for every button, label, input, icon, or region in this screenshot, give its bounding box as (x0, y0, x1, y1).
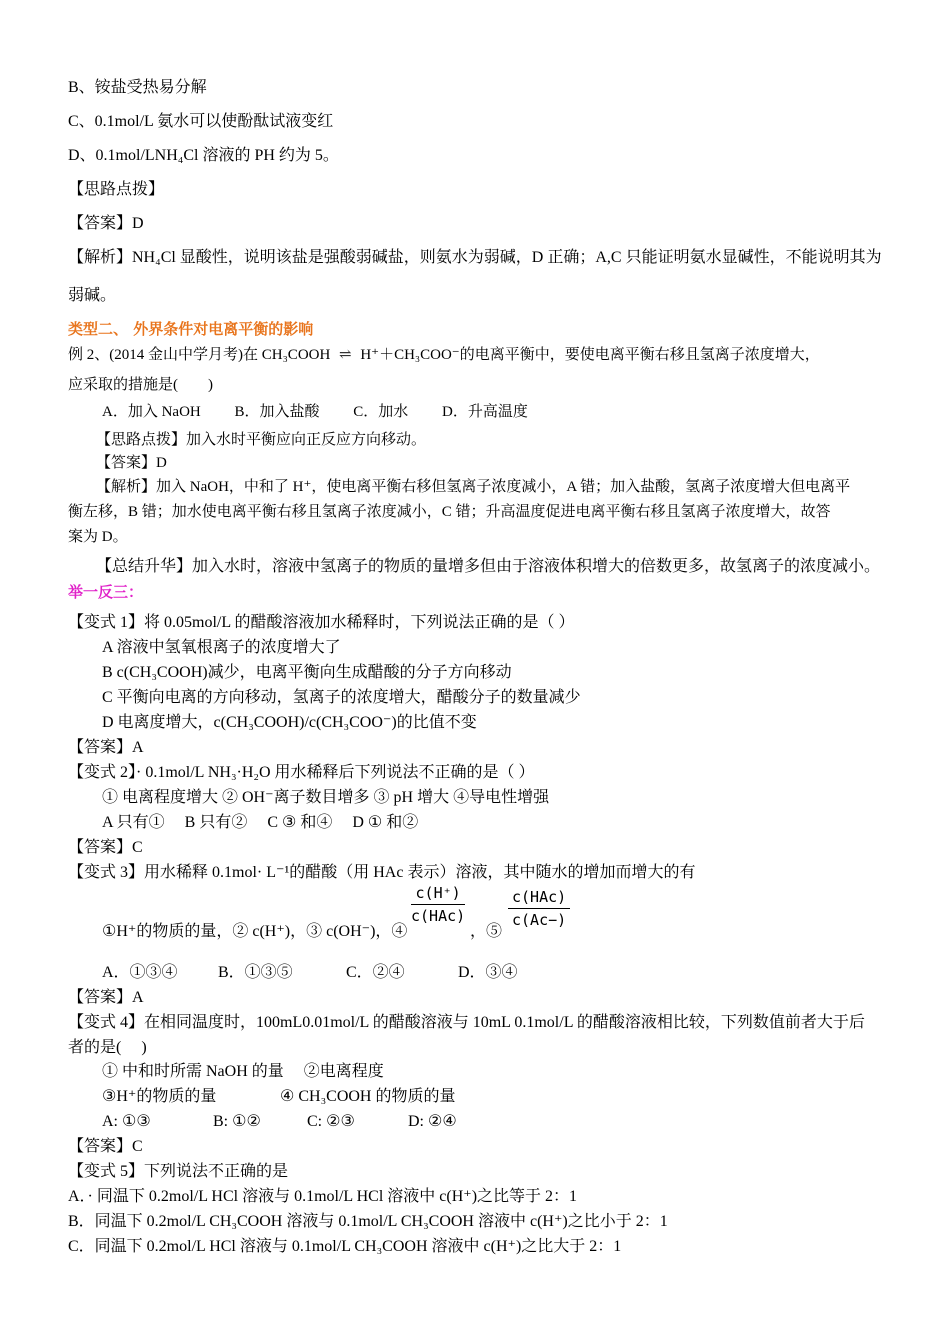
variant-5-stem: 【变式 5】下列说法不正确的是 (68, 1163, 289, 1180)
q1-answer: 【答案】D (68, 215, 144, 232)
variant-2-options: A 只有① B 只有② C ③ 和④ D ① 和② (102, 814, 419, 831)
variant-4-answer: 【答案】C (68, 1138, 143, 1155)
variant-5-option-b: B．同温下 0.2mol/L CH₃COOH 溶液与 0.1mol/L CH₃COOH 溶液中 c(H⁺)之比小于 2：1 (68, 1213, 668, 1230)
variant-3-option-b: B．①③⑤ (218, 964, 293, 981)
variant-3-option-c: C．②④ (346, 964, 405, 981)
example-2-stem-part-1: 例 2、(2014 金山中学月考)在 CH₃COOH (68, 347, 331, 363)
example-2-options: A．加入 NaOH B．加入盐酸 C．加水 D．升高温度 (102, 404, 528, 420)
q1-analysis-line-2: 弱碱。 (68, 287, 117, 304)
variant-4-option-d: D: ②④ (408, 1113, 457, 1130)
example-2-analysis-line-3: 案为 D。 (68, 529, 128, 545)
variant-3-stem: 【变式 3】用水稀释 0.1mol· L⁻¹的醋酸（用 HAc 表示）溶液，其中随水的增加而增大的有 (68, 864, 696, 881)
fraction-1-numerator: c(H⁺) (411, 884, 465, 905)
variant-4-item-4: ④ CH₃COOH 的物质的量 (280, 1088, 456, 1105)
example-2-summary: 【总结升华】加入水时，溶液中氢离子的物质的量增多但由于溶液体积增大的倍数更多，故氢离子的浓度减小。 (96, 558, 881, 575)
q1-analysis-line-1: 【解析】NH₄Cl 显酸性，说明该盐是强酸弱碱盐，则氨水为弱碱，D 正确；A,C 只能证明氨水显碱性，不能说明其为 (68, 249, 882, 266)
example-2-analysis-line-2: 衡左移，B 错；加水使电离平衡右移且氢离子浓度减小，C 错；升高温度促进电离平衡右移且氢离子浓度增大，故答 (68, 504, 831, 520)
variant-3-items (102, 922, 407, 942)
fraction-1-denominator: c(HAc) (411, 907, 466, 925)
variant-5-option-c: C．同温下 0.2mol/L HCl 溶液与 0.1mol/L CH₃COOH 溶液中 c(H⁺)之比大于 2：1 (68, 1238, 622, 1255)
fraction-h-over-hac (411, 884, 465, 925)
variant-2-answer: 【答案】C (68, 839, 143, 856)
variant-4-stem-line-2: 者的是( ) (68, 1039, 147, 1056)
variant-4-items-line-1: ① 中和时所需 NaOH 的量 ②电离程度 (102, 1063, 384, 1080)
variant-1-answer: 【答案】A (68, 739, 144, 756)
variant-2-stem: 【变式 2】· 0.1mol/L NH₃·H₂O 用水稀释后下列说法不正确的是（ ） (68, 764, 535, 781)
variant-3-option-d: D．③④ (458, 964, 518, 981)
variant-4-option-a: A: ①③ (102, 1113, 151, 1130)
q1-hint: 【思路点拨】 (68, 181, 165, 198)
example-2-analysis-line-1: 【解析】加入 NaOH，中和了 H⁺，使电离平衡右移但氢离子浓度减小，A 错；加入盐酸，氢离子浓度增大但电离平 (96, 479, 851, 495)
variant-4-stem-line-1: 【变式 4】在相同温度时，100mL0.01mol/L 的醋酸溶液与 10mL 0.1mol/L 的醋酸溶液相比较，下列数值前者大于后 (68, 1014, 865, 1031)
example-2-hint: 【思路点拨】加入水时平衡应向正反应方向移动。 (96, 432, 427, 448)
variant-1-option-d: D 电离度增大，c(CH₃COOH)/c(CH₃COO⁻)的比值不变 (102, 714, 477, 731)
example-2-stem-part-2: H⁺＋CH₃COO⁻的电离平衡中，要使电离平衡右移且氢离子浓度增大， (360, 347, 820, 363)
variant-3-answer: 【答案】A (68, 989, 144, 1006)
variant-4-option-c: C: ②③ (307, 1113, 355, 1130)
fraction-2-numerator: c(HAc) (508, 888, 570, 909)
variant-1-option-b: B c(CH₃COOH)减少，电离平衡向生成醋酸的分子方向移动 (102, 664, 512, 681)
example-2-answer: 【答案】D (96, 455, 167, 471)
variant-1-stem: 【变式 1】将 0.05mol/L 的醋酸溶液加水稀释时，下列说法正确的是（ ） (68, 614, 575, 631)
fraction-hac-over-ac (508, 888, 570, 929)
variant-3-separator: ，⑤ (470, 923, 503, 940)
variant-4-item-3: ③H⁺的物质的量 (102, 1088, 217, 1105)
fraction-2-denominator: c(Ac−) (512, 911, 567, 929)
variant-3-option-a: A．①③④ (102, 964, 178, 981)
section-title-practice: 举一反三： (68, 583, 144, 601)
variant-3-items-text: ①H⁺的物质的量，② c(H⁺)，③ c(OH⁻)，④ (102, 923, 408, 940)
section-title-type-2: 类型二、 外界条件对电离平衡的影响 (68, 320, 314, 338)
example-2-stem-line-1 (68, 345, 820, 365)
example-2-stem-line-2: 应采取的措施是( ) (68, 377, 213, 393)
variant-4-option-b: B: ①② (213, 1113, 261, 1130)
variant-1-option-c: C 平衡向电离的方向移动，氢离子的浓度增大，醋酸分子的数量减少 (102, 689, 581, 706)
variant-2-items: ① 电离程度增大 ② OH⁻离子数目增多 ③ pH 增大 ④导电性增强 (102, 789, 550, 806)
variant-5-option-a: A．· 同温下 0.2mol/L HCl 溶液与 0.1mol/L HCl 溶液中 c(H⁺)之比等于 2：1 (68, 1188, 578, 1205)
equilibrium-arrow-icon: ⇌ (339, 347, 352, 363)
q1-option-c: C、0.1mol/L 氨水可以使酚酞试液变红 (68, 113, 334, 130)
q1-option-d: D、0.1mol/LNH₄Cl 溶液的 PH 约为 5。 (68, 147, 339, 164)
q1-option-b: B、铵盐受热易分解 (68, 79, 207, 96)
variant-1-option-a: A 溶液中氢氧根离子的浓度增大了 (102, 639, 341, 656)
